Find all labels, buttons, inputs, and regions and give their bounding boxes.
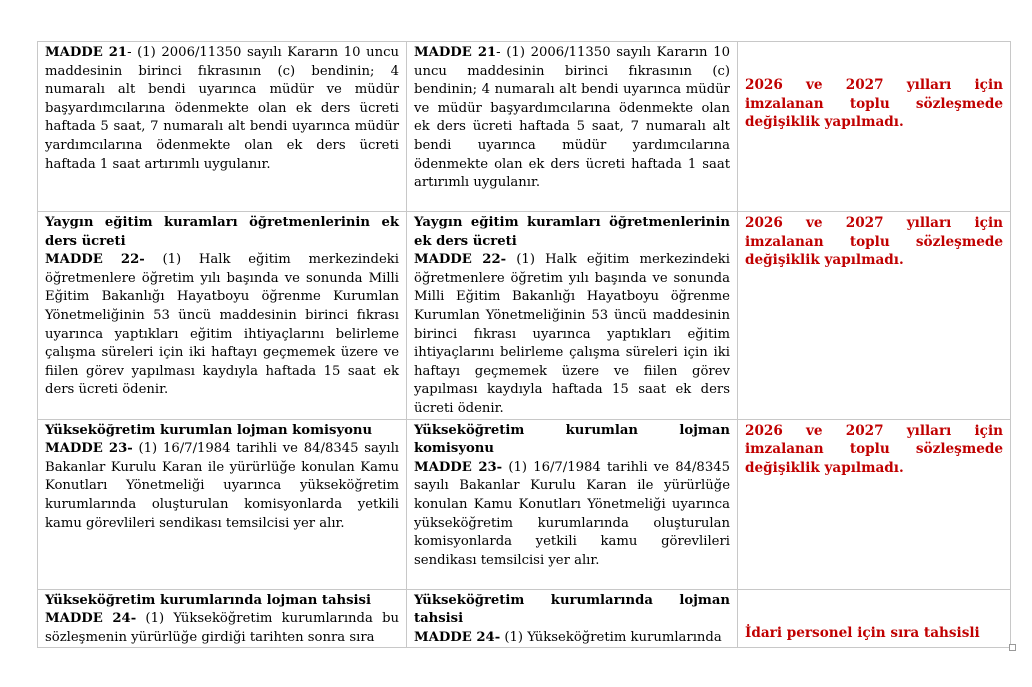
article-heading: Yükseköğretim kurumlan lojman komisyonu bbox=[414, 422, 730, 457]
old-text-cell bbox=[38, 589, 407, 648]
new-text-cell bbox=[407, 589, 738, 648]
article-heading: Yaygın eğitim kuramları öğretmenlerinin ek ders ücreti bbox=[45, 215, 399, 249]
article-text: (1) 16/7/1984 tarihli ve 84/8345 sayılı Bakanlar Kurulu Karan ile yürürlüğe konulan Kamu Konutları Yönetmeliği uyarınca yükseköğretim kurumlarında oluşturulan komisyonlarda yetkili kamu görevlileri sendikası temsilcisi yer alır. bbox=[45, 441, 399, 531]
table-resize-handle[interactable] bbox=[1009, 644, 1016, 651]
table-row bbox=[38, 589, 1011, 648]
article-number: MADDE 24- bbox=[45, 611, 137, 627]
note-cell bbox=[738, 42, 1011, 212]
article-text: (1) 16/7/1984 tarihli ve 84/8345 sayılı Bakanlar Kurulu Karan ile yürürlüğe konulan Kamu Konutları Yönetmeliği uyarınca yükseköğretim kurumlarında oluşturulan komisyonlarda yetkili kamu görevlileri sendikası temsilcisi yer alır. bbox=[414, 459, 730, 568]
old-text-cell bbox=[38, 42, 407, 212]
article-text: (1) Halk eğitim merkezindeki öğretmenlere öğretim yılı başında ve sonunda Milli Eğitim Bakanlığı Hayatboyu öğrenme Kurumlan Yönetmeliğinin 53 üncü maddesinin birinci fıkrası uyarınca yaptıkları eğitim ihtiyaçlarını belirleme çalışma süreleri için iki haftayı geçmemek üzere ve fiilen görev yapılması kaydıyla haftada 15 saat ek ders ücreti ödenir. bbox=[45, 252, 399, 398]
old-text-cell bbox=[38, 419, 407, 589]
article-number: MADDE 21 bbox=[45, 45, 128, 60]
article-heading: Yükseköğretim kurumlan lojman komisyonu bbox=[45, 422, 373, 438]
article-number: MADDE 24- bbox=[414, 629, 501, 645]
article-text: (1) Yükseköğretim kurumlarında bu sözleşmenin yürürlüğe girdiği tarihten sonra sıra bbox=[45, 611, 400, 645]
article-heading: Yükseköğretim kurumlarında lojman tahsisi bbox=[45, 592, 371, 608]
change-note: 2026 ve 2027 yılları için imzalanan toplu sözleşmede değişiklik yapılmadı. bbox=[745, 215, 1003, 269]
new-text-cell bbox=[407, 419, 738, 589]
article-number: MADDE 22- bbox=[414, 252, 507, 268]
article-text: (1) Yükseköğretim kurumlarında bbox=[500, 629, 722, 645]
article-number: MADDE 21 bbox=[414, 45, 497, 60]
article-text: - (1) 2006/11350 sayılı Kararın 10 uncu maddesinin birinci fıkrasının (c) bendinin; 4 numaralı alt bendi uyarınca müdür ve müdür başyardımcılarına ödenmekte olan ek ders ücreti haftada 5 saat, 7 numaralı alt bendi uyarınca müdür yardımcılarına ödenmekte olan ek ders ücreti haftada 1 saat artırımlı uygulanır. bbox=[45, 45, 399, 172]
article-text: (1) Halk eğitim merkezindeki öğretmenlere öğretim yılı başında ve sonunda Milli Eğitim Bakanlığı Hayatboyu öğrenme Kurumlan Yönetmeliğinin 53 üncü maddesinin birinci fıkrası uyarınca yaptıkları eğitim ihtiyaçlarını belirleme çalışma süreleri için iki haftayı geçmemek üzere ve fiilen görev yapılması kaydıyla haftada 15 saat ek ders ücreti ödenir. bbox=[414, 252, 731, 416]
article-number: MADDE 22- bbox=[45, 252, 145, 268]
article-number: MADDE 23- bbox=[45, 441, 133, 457]
new-text-cell bbox=[407, 42, 738, 212]
table-row bbox=[38, 212, 1011, 420]
article-heading: Yükseköğretim kurumlarında lojman tahsisi bbox=[414, 592, 730, 627]
note-cell bbox=[738, 419, 1011, 589]
note-cell bbox=[738, 212, 1011, 420]
change-note: 2026 ve 2027 yılları için imzalanan toplu sözleşmede değişiklik yapılmadı. bbox=[745, 77, 1003, 131]
article-number: MADDE 23- bbox=[414, 459, 503, 475]
table-row bbox=[38, 42, 1011, 212]
article-text: - (1) 2006/11350 sayılı Kararın 10 uncu maddesinin birinci fıkrasının (c) bendinin; 4 numaralı alt bendi uyarınca müdür ve müdür başyardımcılarına ödenmekte olan ek ders ücreti haftada 5 saat, 7 numaralı alt bendi uyarınca müdür yardımcılarına ödenmekte olan ek ders ücreti haftada 1 saat artırımlı uygulanır. bbox=[414, 45, 730, 191]
change-note: 2026 ve 2027 yılları için imzalanan toplu sözleşmede değişiklik yapılmadı. bbox=[745, 422, 1003, 476]
comparison-table bbox=[37, 41, 1011, 648]
article-heading: Yaygın eğitim kuramları öğretmenlerinin ek ders ücreti bbox=[414, 215, 730, 249]
table-row bbox=[38, 419, 1011, 589]
old-text-cell bbox=[38, 212, 407, 420]
new-text-cell bbox=[407, 212, 738, 420]
note-cell bbox=[738, 589, 1011, 648]
change-note: İdari personel için sıra tahsisli bbox=[745, 624, 980, 641]
